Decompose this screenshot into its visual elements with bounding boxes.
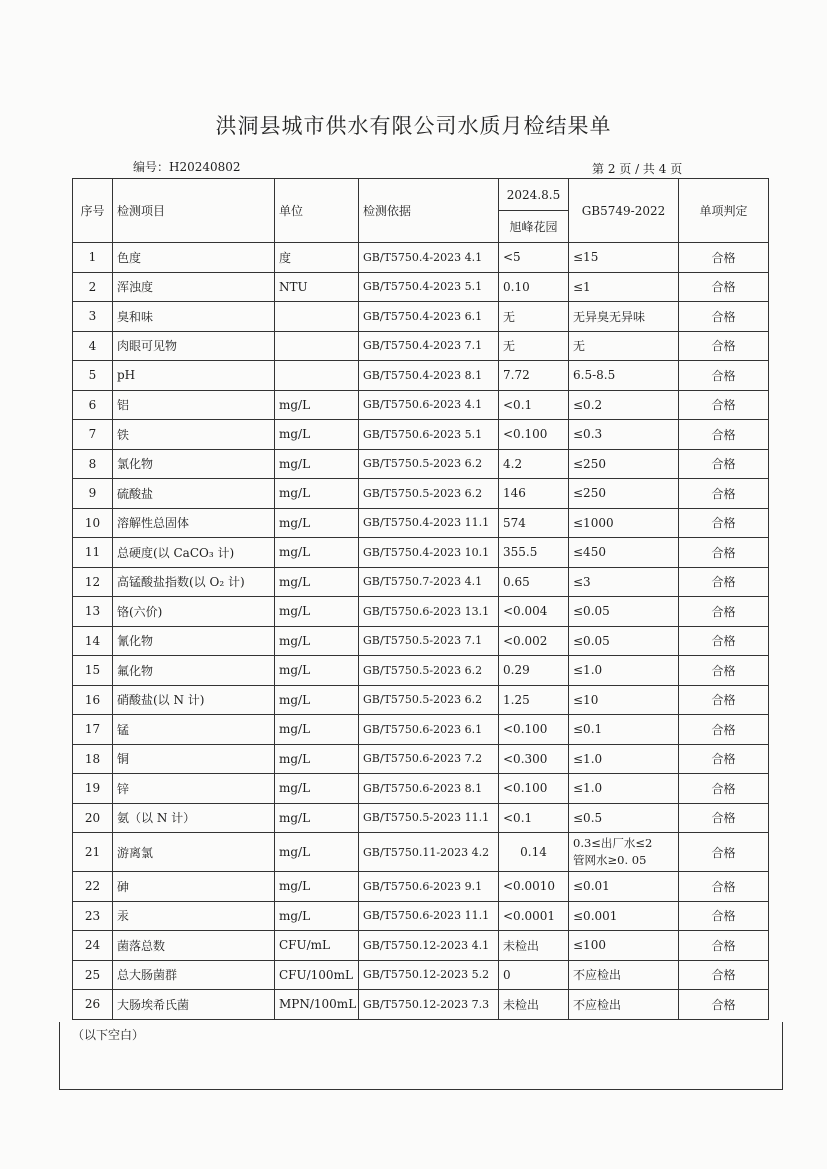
footer-note: （以下空白）: [72, 1028, 145, 1042]
row-number: 3: [73, 302, 113, 332]
test-basis: GB/T5750.6-2023 11.1: [359, 901, 499, 931]
table-row: [73, 538, 769, 568]
item-name: 硝酸盐(以 N 计): [113, 685, 275, 715]
verdict: 合格: [679, 449, 769, 479]
test-basis: GB/T5750.4-2023 7.1: [359, 331, 499, 361]
item-name: 菌落总数: [113, 931, 275, 961]
unit: mg/L: [275, 774, 359, 804]
verdict: 合格: [679, 420, 769, 450]
unit: [275, 331, 359, 361]
test-basis: GB/T5750.5-2023 6.2: [359, 449, 499, 479]
verdict: 合格: [679, 508, 769, 538]
test-result: 146: [499, 479, 569, 509]
standard-limit: ≤1: [569, 272, 679, 302]
standard-limit: ≤0.05: [569, 626, 679, 656]
test-basis: GB/T5750.11-2023 4.2: [359, 833, 499, 872]
row-number: 20: [73, 803, 113, 833]
item-name: pH: [113, 361, 275, 391]
unit: mg/L: [275, 538, 359, 568]
test-result: 0.65: [499, 567, 569, 597]
row-number: 4: [73, 331, 113, 361]
item-name: 铝: [113, 390, 275, 420]
table-row: [73, 656, 769, 686]
standard-limit: ≤0.5: [569, 803, 679, 833]
unit: mg/L: [275, 597, 359, 627]
test-result: 0.10: [499, 272, 569, 302]
table-row: [73, 626, 769, 656]
test-basis: GB/T5750.5-2023 6.2: [359, 479, 499, 509]
item-name: 氨（以 N 计）: [113, 803, 275, 833]
standard-limit: ≤1.0: [569, 744, 679, 774]
standard-limit: ≤0.01: [569, 872, 679, 902]
verdict: 合格: [679, 872, 769, 902]
item-name: 铁: [113, 420, 275, 450]
test-basis: GB/T5750.6-2023 4.1: [359, 390, 499, 420]
verdict: 合格: [679, 803, 769, 833]
verdict: 合格: [679, 302, 769, 332]
standard-limit: ≤0.3: [569, 420, 679, 450]
standard-limit: ≤250: [569, 479, 679, 509]
table-row: [73, 243, 769, 273]
table-row: [73, 272, 769, 302]
standard-limit: ≤0.001: [569, 901, 679, 931]
unit: mg/L: [275, 901, 359, 931]
verdict: 合格: [679, 538, 769, 568]
row-number: 18: [73, 744, 113, 774]
standard-limit: ≤0.1: [569, 715, 679, 745]
verdict: 合格: [679, 243, 769, 273]
unit: mg/L: [275, 872, 359, 902]
header-basis: 检测依据: [359, 179, 499, 243]
row-number: 19: [73, 774, 113, 804]
standard-limit: ≤1.0: [569, 774, 679, 804]
test-result: <0.300: [499, 744, 569, 774]
standard-limit: ≤1.0: [569, 656, 679, 686]
test-result: <0.100: [499, 715, 569, 745]
verdict: 合格: [679, 656, 769, 686]
test-result: 0: [499, 960, 569, 990]
standard-limit: ≤450: [569, 538, 679, 568]
test-result: <0.004: [499, 597, 569, 627]
test-result: 0.14: [499, 833, 569, 872]
row-number: 17: [73, 715, 113, 745]
row-number: 8: [73, 449, 113, 479]
row-number: 6: [73, 390, 113, 420]
unit: MPN/100mL: [275, 990, 359, 1020]
item-name: 肉眼可见物: [113, 331, 275, 361]
header-date: 2024.8.5: [499, 179, 569, 211]
table-row: [73, 508, 769, 538]
test-result: <0.0010: [499, 872, 569, 902]
standard-limit: 无: [569, 331, 679, 361]
unit: mg/L: [275, 420, 359, 450]
test-basis: GB/T5750.6-2023 5.1: [359, 420, 499, 450]
item-name: 氯化物: [113, 449, 275, 479]
table-row: [73, 872, 769, 902]
test-basis: GB/T5750.12-2023 4.1: [359, 931, 499, 961]
row-number: 2: [73, 272, 113, 302]
row-number: 10: [73, 508, 113, 538]
test-result: 7.72: [499, 361, 569, 391]
test-basis: GB/T5750.6-2023 9.1: [359, 872, 499, 902]
verdict: 合格: [679, 990, 769, 1020]
test-result: <0.100: [499, 420, 569, 450]
header-verdict: 单项判定: [679, 179, 769, 243]
header-unit: 单位: [275, 179, 359, 243]
unit: mg/L: [275, 833, 359, 872]
header-standard: GB5749-2022: [569, 179, 679, 243]
table-row: [73, 331, 769, 361]
item-name: 铜: [113, 744, 275, 774]
standard-limit: 不应检出: [569, 990, 679, 1020]
unit: mg/L: [275, 567, 359, 597]
test-result: 无: [499, 302, 569, 332]
item-name: 锰: [113, 715, 275, 745]
verdict: 合格: [679, 331, 769, 361]
unit: mg/L: [275, 479, 359, 509]
test-basis: GB/T5750.5-2023 6.2: [359, 656, 499, 686]
item-name: 铬(六价): [113, 597, 275, 627]
table-row: [73, 990, 769, 1020]
unit: mg/L: [275, 449, 359, 479]
table-row: [73, 833, 769, 872]
standard-limit-line: 管网水≥0. 05: [573, 853, 647, 867]
verdict: 合格: [679, 597, 769, 627]
header-row: [73, 179, 769, 211]
row-number: 22: [73, 872, 113, 902]
test-result: <0.002: [499, 626, 569, 656]
unit: mg/L: [275, 508, 359, 538]
test-basis: GB/T5750.12-2023 7.3: [359, 990, 499, 1020]
standard-limit: 无异臭无异味: [569, 302, 679, 332]
test-result: 4.2: [499, 449, 569, 479]
test-result: 0.29: [499, 656, 569, 686]
row-number: 13: [73, 597, 113, 627]
item-name: 臭和味: [113, 302, 275, 332]
table-row: [73, 302, 769, 332]
item-name: 大肠埃希氏菌: [113, 990, 275, 1020]
row-number: 16: [73, 685, 113, 715]
row-number: 9: [73, 479, 113, 509]
test-basis: GB/T5750.6-2023 13.1: [359, 597, 499, 627]
verdict: 合格: [679, 626, 769, 656]
row-number: 23: [73, 901, 113, 931]
item-name: 总大肠菌群: [113, 960, 275, 990]
test-basis: GB/T5750.5-2023 11.1: [359, 803, 499, 833]
item-name: 氰化物: [113, 626, 275, 656]
item-name: 色度: [113, 243, 275, 273]
verdict: 合格: [679, 479, 769, 509]
verdict: 合格: [679, 833, 769, 872]
verdict: 合格: [679, 567, 769, 597]
unit: [275, 302, 359, 332]
row-number: 5: [73, 361, 113, 391]
header-item: 检测项目: [113, 179, 275, 243]
standard-limit: ≤10: [569, 685, 679, 715]
unit: 度: [275, 243, 359, 273]
item-name: 锌: [113, 774, 275, 804]
unit: mg/L: [275, 744, 359, 774]
test-basis: GB/T5750.6-2023 8.1: [359, 774, 499, 804]
row-number: 14: [73, 626, 113, 656]
table-row: [73, 803, 769, 833]
row-number: 1: [73, 243, 113, 273]
results-table: [72, 178, 769, 1020]
test-result: <0.0001: [499, 901, 569, 931]
test-result: 未检出: [499, 931, 569, 961]
header-site: 旭峰花园: [499, 211, 569, 243]
test-result: 无: [499, 331, 569, 361]
table-row: [73, 901, 769, 931]
unit: mg/L: [275, 715, 359, 745]
standard-limit: [569, 833, 679, 872]
table-row: [73, 449, 769, 479]
test-result: <5: [499, 243, 569, 273]
standard-limit: ≤100: [569, 931, 679, 961]
test-basis: GB/T5750.7-2023 4.1: [359, 567, 499, 597]
header-seq: 序号: [73, 179, 113, 243]
verdict: 合格: [679, 390, 769, 420]
unit: CFU/100mL: [275, 960, 359, 990]
unit: mg/L: [275, 803, 359, 833]
table-row: [73, 774, 769, 804]
verdict: 合格: [679, 744, 769, 774]
standard-limit: 不应检出: [569, 960, 679, 990]
standard-limit: ≤0.05: [569, 597, 679, 627]
row-number: 7: [73, 420, 113, 450]
test-basis: GB/T5750.4-2023 5.1: [359, 272, 499, 302]
standard-limit: ≤3: [569, 567, 679, 597]
item-name: 氟化物: [113, 656, 275, 686]
verdict: 合格: [679, 685, 769, 715]
test-basis: GB/T5750.4-2023 4.1: [359, 243, 499, 273]
verdict: 合格: [679, 272, 769, 302]
footer-blank-area: [59, 1022, 783, 1090]
row-number: 26: [73, 990, 113, 1020]
unit: mg/L: [275, 685, 359, 715]
test-basis: GB/T5750.5-2023 6.2: [359, 685, 499, 715]
unit: CFU/mL: [275, 931, 359, 961]
standard-limit: ≤1000: [569, 508, 679, 538]
row-number: 15: [73, 656, 113, 686]
row-number: 11: [73, 538, 113, 568]
verdict: 合格: [679, 931, 769, 961]
test-basis: GB/T5750.4-2023 10.1: [359, 538, 499, 568]
item-name: 高锰酸盐指数(以 O₂ 计): [113, 567, 275, 597]
test-result: <0.1: [499, 390, 569, 420]
test-basis: GB/T5750.4-2023 6.1: [359, 302, 499, 332]
item-name: 游离氯: [113, 833, 275, 872]
item-name: 汞: [113, 901, 275, 931]
standard-limit: 6.5-8.5: [569, 361, 679, 391]
row-number: 21: [73, 833, 113, 872]
table-row: [73, 685, 769, 715]
test-basis: GB/T5750.4-2023 8.1: [359, 361, 499, 391]
table-row: [73, 390, 769, 420]
item-name: 硫酸盐: [113, 479, 275, 509]
row-number: 25: [73, 960, 113, 990]
test-result: 1.25: [499, 685, 569, 715]
table-row: [73, 715, 769, 745]
item-name: 浑浊度: [113, 272, 275, 302]
item-name: 溶解性总固体: [113, 508, 275, 538]
report-title: 洪洞县城市供水有限公司水质月检结果单: [215, 114, 612, 138]
test-basis: GB/T5750.12-2023 5.2: [359, 960, 499, 990]
table-row: [73, 567, 769, 597]
test-result: 355.5: [499, 538, 569, 568]
unit: NTU: [275, 272, 359, 302]
test-result: 未检出: [499, 990, 569, 1020]
unit: [275, 361, 359, 391]
standard-limit-line: 0.3≤出厂水≤2: [573, 836, 653, 850]
verdict: 合格: [679, 960, 769, 990]
document-number: 编号：H20240802: [133, 160, 241, 174]
standard-limit: ≤15: [569, 243, 679, 273]
test-result: <0.100: [499, 774, 569, 804]
table-row: [73, 420, 769, 450]
verdict: 合格: [679, 715, 769, 745]
table-row: [73, 361, 769, 391]
item-name: 砷: [113, 872, 275, 902]
row-number: 24: [73, 931, 113, 961]
test-result: <0.1: [499, 803, 569, 833]
standard-limit: ≤250: [569, 449, 679, 479]
table-row: [73, 931, 769, 961]
test-basis: GB/T5750.5-2023 7.1: [359, 626, 499, 656]
verdict: 合格: [679, 361, 769, 391]
unit: mg/L: [275, 656, 359, 686]
standard-limit: ≤0.2: [569, 390, 679, 420]
test-result: 574: [499, 508, 569, 538]
unit: mg/L: [275, 626, 359, 656]
table-row: [73, 597, 769, 627]
table-row: [73, 960, 769, 990]
item-name: 总硬度(以 CaCO₃ 计): [113, 538, 275, 568]
row-number: 12: [73, 567, 113, 597]
verdict: 合格: [679, 901, 769, 931]
test-basis: GB/T5750.6-2023 7.2: [359, 744, 499, 774]
unit: mg/L: [275, 390, 359, 420]
test-basis: GB/T5750.6-2023 6.1: [359, 715, 499, 745]
table-row: [73, 744, 769, 774]
page-number: 第 2 页 / 共 4 页: [592, 162, 683, 176]
test-basis: GB/T5750.4-2023 11.1: [359, 508, 499, 538]
verdict: 合格: [679, 774, 769, 804]
table-row: [73, 479, 769, 509]
